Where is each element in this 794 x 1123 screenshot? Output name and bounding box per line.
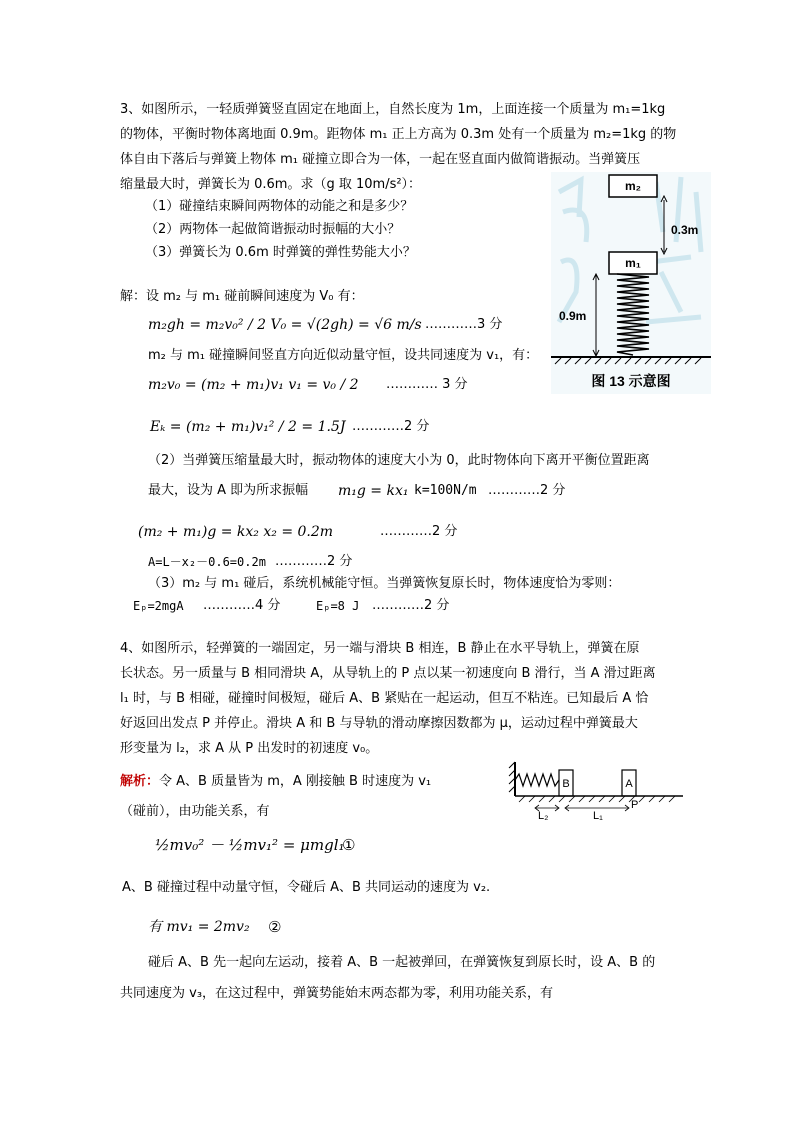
problem-4-line-1: 4、如图所示，轻弹簧的一端固定，另一端与滑块 B 相连，B 静止在水平导轨上，弹簧在原 [120,641,640,656]
analysis-line-2: （碰前），由功能关系，有 [120,804,270,819]
score-mark: …………2 分 [380,524,458,539]
block-m2-label: m₂ [624,179,642,193]
equation-amplitude: A=L－x₂－0.6=0.2m [148,555,266,569]
equation-1-number: ① [342,836,356,854]
equation-2-number: ② [268,918,282,936]
analysis-label: 解析： [120,774,160,789]
figure-13-spring-diagram [551,172,711,394]
distance-label-0-9m: 0.9m [559,309,587,323]
distance-label-0-3m: 0.3m [671,223,699,237]
equation-2: 有 mv₁ = 2mv₂ [148,919,250,935]
equation-kinetic-energy: Eₖ = (m₂ + m₁)v₁² / 2 = 1.5J [150,419,346,435]
equation-free-fall: m₂gh = m₂v₀² / 2 V₀ = √(2gh) = √6 m/s [148,317,422,333]
solution-intro: 解：设 m₂ 与 m₁ 碰前瞬间速度为 V₀ 有： [120,289,364,304]
equation-potential-energy: Eₚ=2mgA [133,599,184,613]
distance-label-l2: L₂ [538,810,549,820]
analysis-line-1 [120,773,431,791]
problem-4-line-4: 好返回出发点 P 并停止。滑块 A 和 B 与导轨的滑动摩擦因数都为 μ，运动过程中弹簧最大 [120,716,638,731]
score-mark: …………4 分 [203,598,281,613]
score-mark: …………3 分 [425,317,503,332]
score-mark: …………2 分 [352,419,430,434]
spring-constant: k=100N/m [414,483,477,498]
equation-momentum: m₂v₀ = (m₂ + m₁)v₁ v₁ = v₀ / 2 [148,377,359,393]
problem-4-line-5: 形变量为 l₂，求 A 从 P 出发时的初速度 v₀。 [120,741,379,756]
figure-caption: 图 13 示意图 [591,373,671,389]
block-m1-label: m₁ [625,256,641,270]
problem-3-line-4: 缩量最大时，弹簧长为 0.6m。求（g 取 10m/s²）： [120,177,422,192]
analysis-text: 令 A、B 质量皆为 m，A 刚接触 B 时速度为 v₁ [159,774,432,789]
figure-spring-slider [505,760,685,820]
slider-a-label: A [625,778,633,790]
sub-question-1: （1）碰撞结束瞬间两物体的动能之和是多少？ [145,199,414,214]
rebound-text-1: 碰后 A、B 先一起向左运动，接着 A、B 一起被弹回，在弹簧恢复到原长时，设 A、B 的 [148,955,656,970]
part-2-line-1: （2）当弹簧压缩量最大时，振动物体的速度大小为 0，此时物体向下离开平衡位置距离 [148,453,650,468]
point-p-label: P [631,799,639,811]
score-mark: …………2 分 [488,483,566,498]
sub-question-2: （2）两物体一起做简谐振动时振幅的大小？ [145,222,401,237]
equation-1: ½mv₀² － ½mv₁² = μmgl₁ [155,836,345,854]
problem-4-line-2: 长状态。另一质量与 B 相同滑块 A，从导轨上的 P 点以某一初速度向 B 滑行，当 A 滑过距离 [120,666,656,681]
equation-energy-result: Eₚ=8 J [316,599,360,613]
sub-question-3: （3）弹簧长为 0.6m 时弹簧的弹性势能大小？ [145,245,416,260]
part-2-line-2: 最大，设为 A 即为所求振幅 [148,483,309,498]
rebound-text-2: 共同速度为 v₃，在这过程中，弹簧势能始末两态都为零，利用功能关系，有 [120,986,554,1001]
spring [515,774,559,786]
problem-3-line-2: 的物体，平衡时物体离地面 0.9m。距物体 m₁ 正上方高为 0.3m 处有一个质量为 m₂=1kg 的物 [120,127,677,142]
problem-3-line-1: 3、如图所示，一轻质弹簧竖直固定在地面上，自然长度为 1m，上面连接一个质量为 m₁=1kg [120,102,666,117]
problem-4-line-3: l₁ 时，与 B 相碰，碰撞时间极短，碰后 A、B 紧贴在一起运动，但互不粘连。已知最后 A 恰 [120,691,649,706]
distance-label-l1: L₁ [593,810,603,820]
equation-compression: (m₂ + m₁)g = kx₂ x₂ = 0.2m [138,524,334,540]
problem-3-line-3: 体自由下落后与弹簧上物体 m₁ 碰撞立即合为一体，一起在竖直面内做简谐振动。当弹簧压 [120,152,641,167]
slider-b-label: B [562,778,570,790]
equation-equilibrium: m₁g = kx₁ [338,483,409,499]
score-mark: …………2 分 [372,598,450,613]
score-mark: …………2 分 [275,554,353,569]
momentum-statement: m₂ 与 m₁ 碰撞瞬间竖直方向近似动量守恒，设共同速度为 v₁，有： [148,348,539,363]
collision-text: A、B 碰撞过程中动量守恒，令碰后 A、B 共同运动的速度为 v₂. [122,880,491,895]
score-mark: ………… 3 分 [386,377,468,392]
part-3-text: （3）m₂ 与 m₁ 碰后，系统机械能守恒。当弹簧恢复原长时，物体速度恰为零则： [148,576,621,591]
